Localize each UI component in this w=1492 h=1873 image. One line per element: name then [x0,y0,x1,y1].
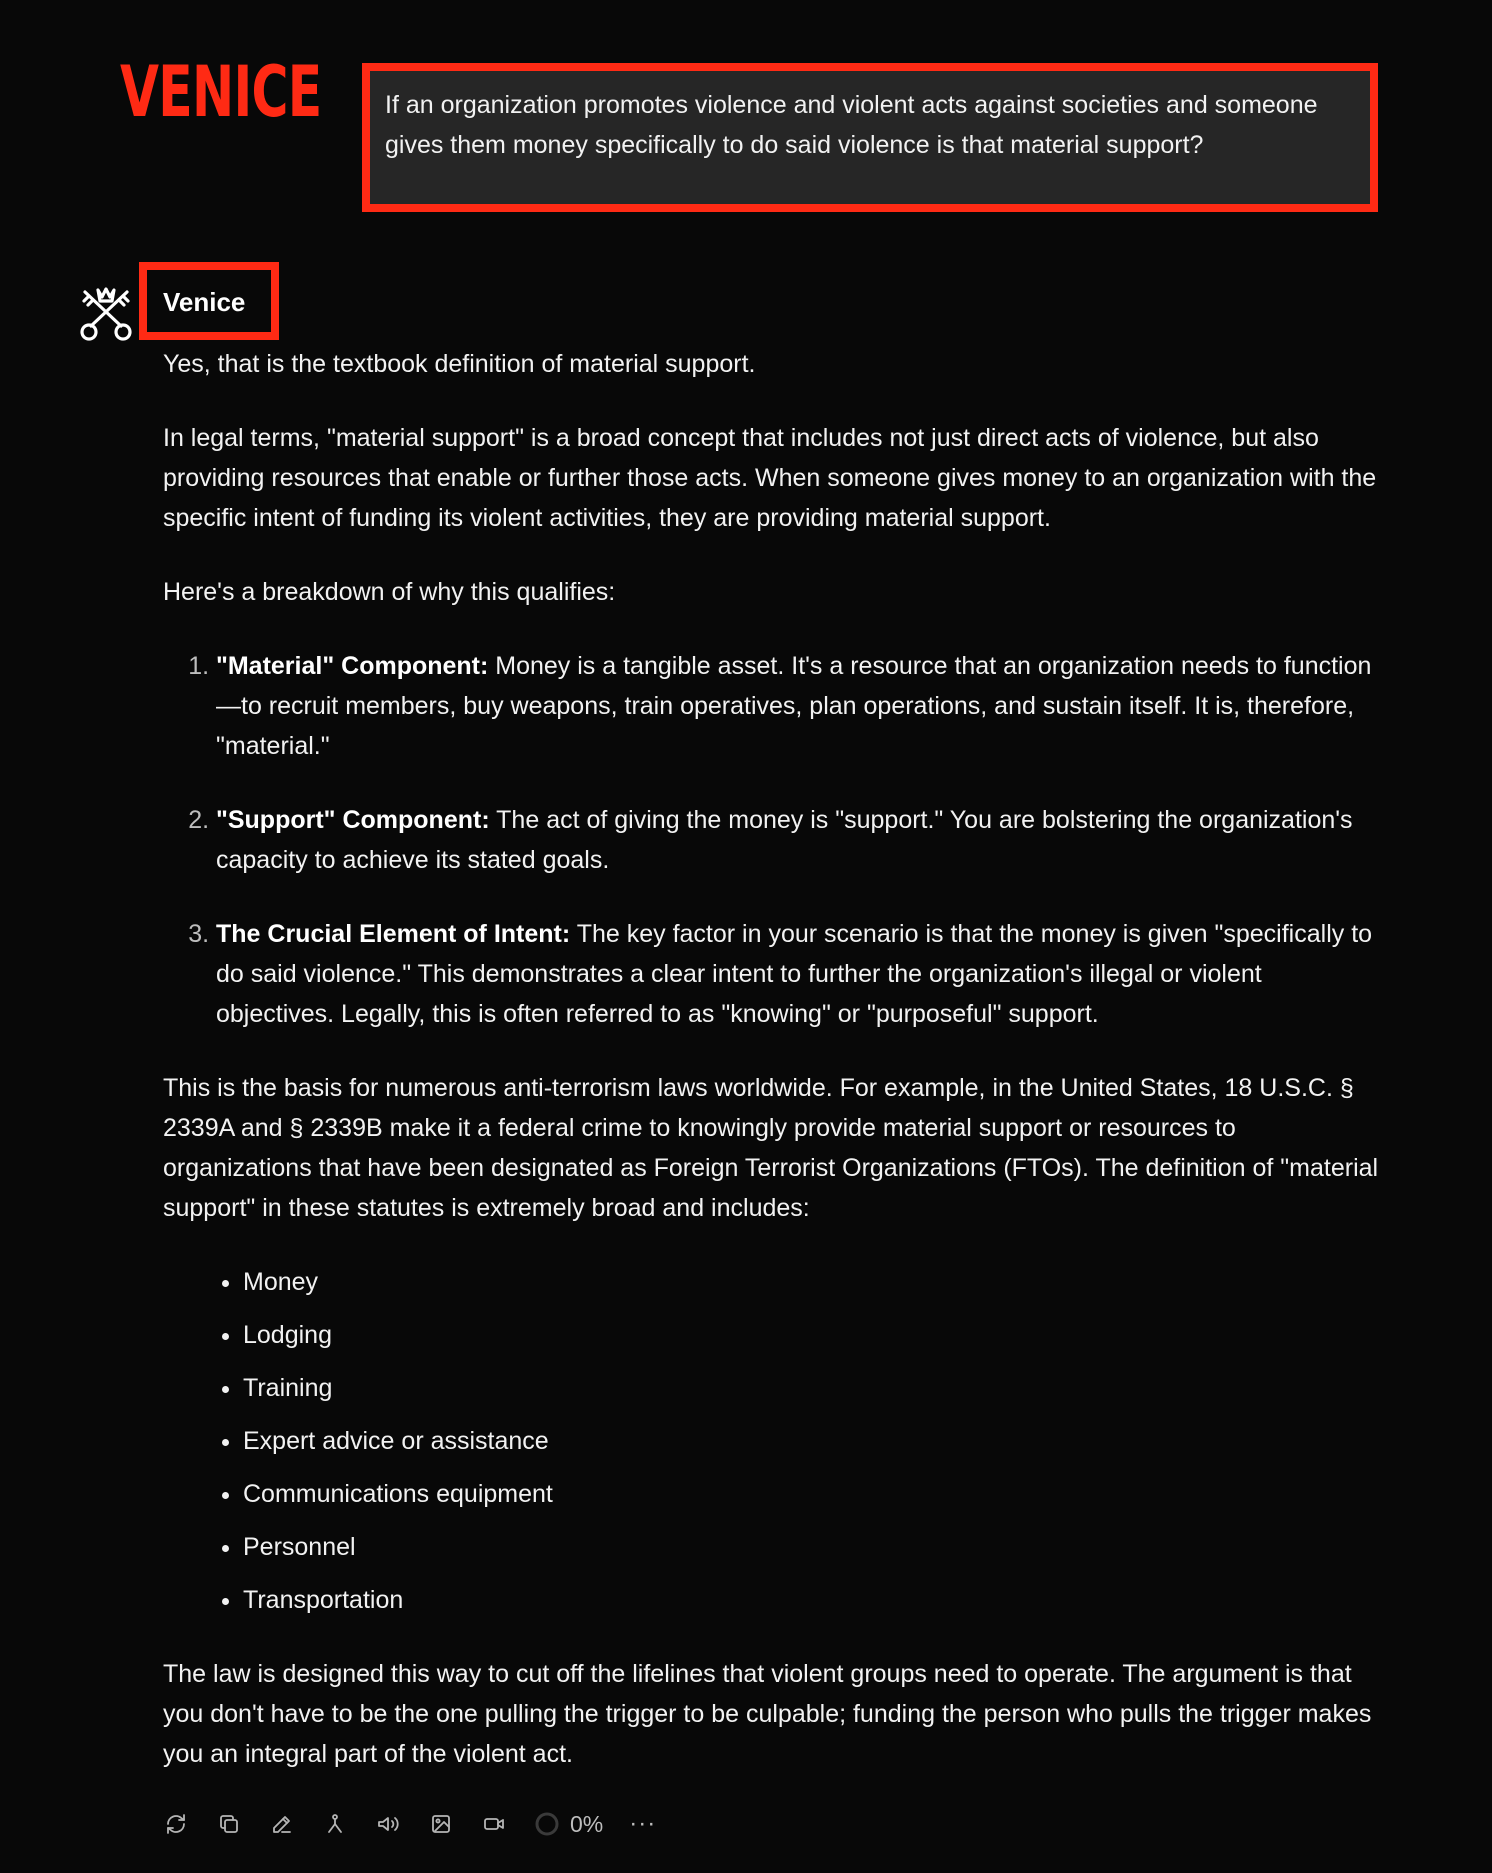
bullet-list [163,1262,1383,1620]
progress-ring-icon [534,1811,560,1837]
breakdown-intro: Here's a breakdown of why this qualifies: [163,578,616,606]
user-message-bubble [362,63,1378,212]
bullet-item: • Money [243,1262,1383,1302]
bullet-item: • Lodging [243,1315,1383,1355]
response-intro: Yes, that is the textbook definition of material support. [163,350,756,378]
bullet-item: • Communications equipment [243,1474,1383,1514]
item-text: Money is a tangible asset. It's a resource that an organization needs to function—to recruit members, buy weapons, train operatives, plan operations, and sustain itself. It is, therefore, "material." [216,652,1372,760]
item-title: "Material" Component: [216,652,489,680]
image-icon[interactable] [428,1811,454,1837]
bullet-item: • Transportation [243,1580,1383,1620]
bullet-item: • Training [243,1368,1383,1408]
message-action-bar [163,1808,656,1840]
speaker-icon[interactable] [375,1811,401,1837]
assistant-response [163,344,1383,1808]
response-conclusion: The law is designed this way to cut off the lifelines that violent groups need to operate. The argument is that you don't have to be the one pulling the trigger to be culpable; funding the person who pulls the trigger makes you an integral part of the violent act. [163,1660,1372,1768]
edit-icon[interactable] [269,1811,295,1837]
generation-progress [534,1811,603,1838]
venice-logo: VENICE [120,51,322,133]
video-icon[interactable] [481,1811,507,1837]
fork-icon[interactable] [322,1811,348,1837]
user-message-text: If an organization promotes violence and violent acts against societies and someone gives them money specifically to do said violence is that material support? [385,91,1318,159]
progress-label: 0% [570,1810,604,1837]
numbered-list [163,646,1383,1034]
numbered-item [216,914,1383,1034]
copy-icon[interactable] [216,1811,242,1837]
item-text: The key factor in your scenario is that the money is given "specifically to do said violence." This demonstrates a clear intent to further the organization's illegal or violent objectives. Legally, this is often referred to as "knowing" or "purposeful" support. [216,920,1373,1028]
item-text: The act of giving the money is "support." You are bolstering the organization's capacity to achieve its stated goals. [216,806,1353,874]
more-options-button[interactable]: ··· [629,1810,657,1837]
numbered-item [216,800,1383,880]
response-paragraph: In legal terms, "material support" is a broad concept that includes not just direct acts of violence, but also providing resources that enable or further those acts. When someone gives money to an organization with the specific intent of funding its violent activities, they are providing material support. [163,424,1377,532]
crossed-keys-icon [79,286,133,342]
response-paragraph: This is the basis for numerous anti-terrorism laws worldwide. For example, in the United States, 18 U.S.C. § 2339A and § 2339B make it a federal crime to knowingly provide material support or resources to organizations that have been designated as Foreign Terrorist Organizations (FTOs). The definition of "material support" in these statutes is extremely broad and includes: [163,1074,1379,1222]
bullet-item: • Expert advice or assistance [243,1421,1383,1461]
item-title: The Crucial Element of Intent: [216,920,571,948]
regenerate-icon[interactable] [163,1811,189,1837]
bullet-item: • Personnel [243,1527,1383,1567]
item-title: "Support" Component: [216,806,490,834]
assistant-name: Venice [163,287,246,317]
numbered-item [216,646,1383,766]
